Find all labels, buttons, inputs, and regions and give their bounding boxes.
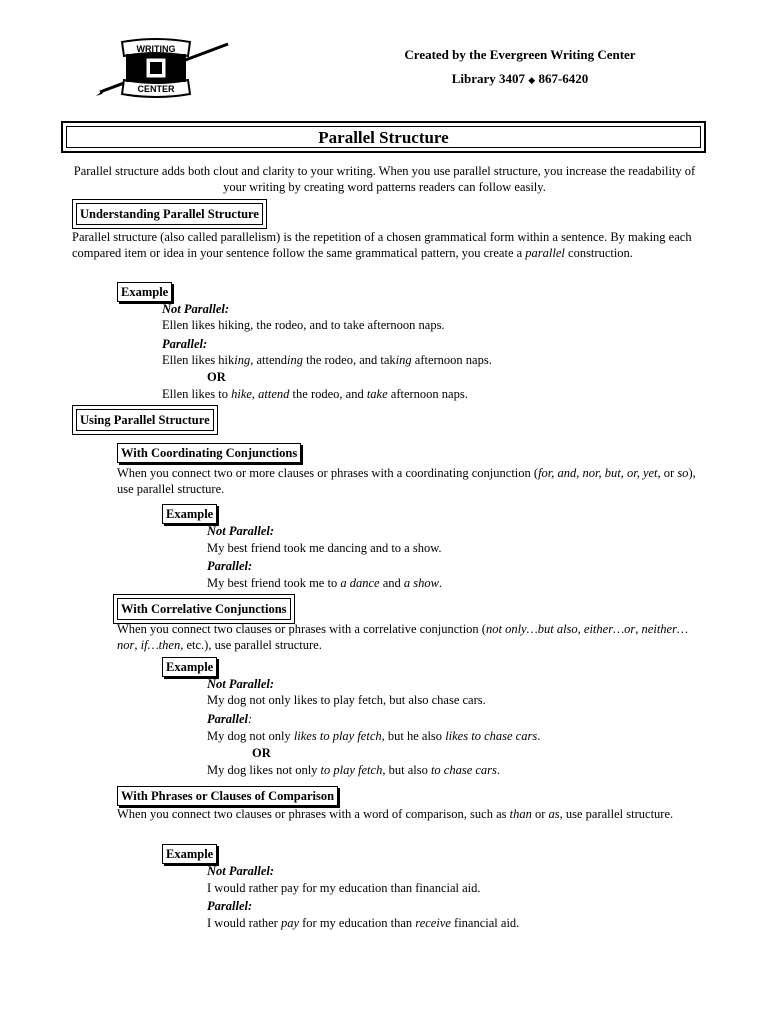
not-parallel-text-4: I would rather pay for my education than financial aid. bbox=[207, 881, 481, 895]
comparison-paragraph: When you connect two clauses or phrases with a word of comparison, such as than or as, use parallel structure. bbox=[117, 807, 674, 821]
parallel-label-1: Parallel: bbox=[162, 337, 208, 351]
or-label-2: OR bbox=[252, 746, 271, 760]
parallel-text-3a: My dog not only likes to play fetch, but he also likes to chase cars. bbox=[207, 729, 541, 743]
not-parallel-text-1: Ellen likes hiking, the rodeo, and to take afternoon naps. bbox=[162, 318, 445, 332]
parallel-text-2: My best friend took me to a dance and a show. bbox=[207, 576, 443, 590]
contact-library: Library 3407 bbox=[451, 71, 526, 86]
writing-center-logo bbox=[92, 36, 232, 100]
example-label-4: Example bbox=[162, 844, 217, 864]
understanding-heading: Understanding Parallel Structure bbox=[76, 203, 263, 225]
parallel-text-1a: Ellen likes hiking, attending the rodeo, and taking afternoon naps. bbox=[162, 353, 492, 367]
logo-top-text: WRITING bbox=[136, 44, 176, 54]
not-parallel-text-2: My best friend took me dancing and to a show. bbox=[207, 541, 442, 555]
intro-paragraph: Parallel structure adds both clout and clarity to your writing. When you use parallel structure, you increase the readability of your writing by creating word patterns readers can follow easily. bbox=[73, 164, 696, 194]
understanding-paragraph: Parallel structure (also called parallelism) is the repetition of a chosen grammatical form within a sentence. By making each compared item or idea in your sentence follow the same grammatical pattern, you create a parallel construction. bbox=[72, 230, 692, 260]
correlative-heading: With Correlative Conjunctions bbox=[117, 598, 291, 620]
title-box bbox=[61, 121, 706, 153]
not-parallel-text-3: My dog not only likes to play fetch, but also chase cars. bbox=[207, 693, 486, 707]
header-contact bbox=[330, 71, 710, 87]
not-parallel-label-1: Not Parallel: bbox=[162, 302, 230, 316]
coordinating-heading: With Coordinating Conjunctions bbox=[117, 443, 301, 463]
example-label-3: Example bbox=[162, 657, 217, 677]
parallel-text-4: I would rather pay for my education than receive financial aid. bbox=[207, 916, 520, 930]
logo-bottom-text: CENTER bbox=[137, 84, 175, 94]
header-created-by: Created by the Evergreen Writing Center bbox=[404, 47, 636, 62]
not-parallel-label-4: Not Parallel: bbox=[207, 864, 275, 878]
example-label-1: Example bbox=[117, 282, 172, 302]
coordinating-paragraph: When you connect two or more clauses or phrases with a coordinating conjunction (for, and, nor, but, or, yet, or so), use parallel structure. bbox=[117, 466, 696, 496]
contact-phone: 867-6420 bbox=[538, 71, 589, 86]
parallel-label-2: Parallel: bbox=[207, 559, 253, 573]
correlative-paragraph: When you connect two clauses or phrases with a correlative conjunction (not only…but also, either…or, neither…nor, if…then, etc.), use parallel structure. bbox=[117, 622, 689, 652]
example-label-2: Example bbox=[162, 504, 217, 524]
comparison-heading: With Phrases or Clauses of Comparison bbox=[117, 786, 338, 806]
parallel-text-1b: Ellen likes to hike, attend the rodeo, and take afternoon naps. bbox=[162, 387, 468, 401]
parallel-label-3: Parallel: bbox=[207, 712, 253, 726]
using-heading: Using Parallel Structure bbox=[76, 409, 214, 431]
parallel-text-3b: My dog likes not only to play fetch, but also to chase cars. bbox=[207, 763, 501, 777]
not-parallel-label-2: Not Parallel: bbox=[207, 524, 275, 538]
diamond-icon: ◆ bbox=[528, 75, 536, 85]
logo-icon bbox=[92, 36, 232, 100]
page-title: Parallel Structure bbox=[66, 126, 701, 148]
parallel-label-4: Parallel: bbox=[207, 899, 253, 913]
or-label-1: OR bbox=[207, 370, 226, 384]
not-parallel-label-3: Not Parallel: bbox=[207, 677, 275, 691]
